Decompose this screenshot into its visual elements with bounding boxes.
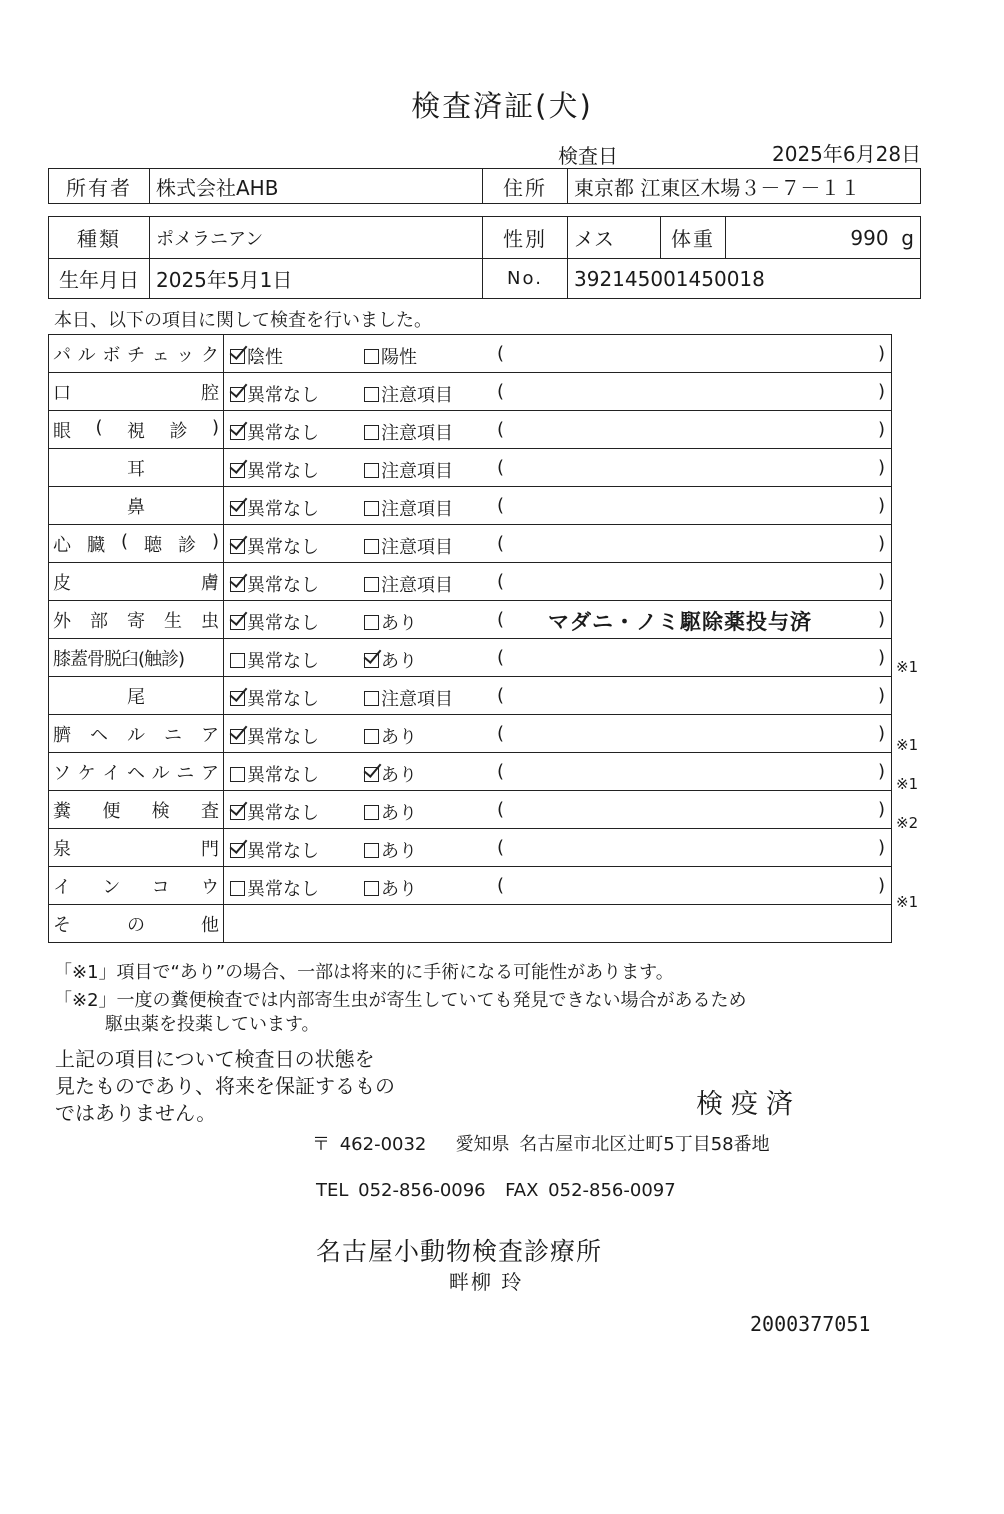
- check-row: [49, 601, 892, 639]
- paren-open: (: [497, 837, 505, 858]
- checkbox-icon[interactable]: [230, 577, 245, 592]
- contact-line: [316, 1180, 676, 1201]
- paren-open: (: [497, 495, 505, 516]
- checkbox-icon[interactable]: [230, 501, 245, 516]
- option-normal[interactable]: [230, 419, 319, 445]
- check-item-name: イ ン コ ウ: [49, 867, 224, 905]
- weight-cell: [726, 217, 921, 259]
- check-item-name: 泉 門: [49, 829, 224, 867]
- address-value: 東京都 江東区木場３－７－１１: [568, 169, 921, 204]
- checkbox-icon[interactable]: [230, 691, 245, 706]
- footnote-2: 「※2」一度の糞便検査では内部寄生虫が寄生していても発見できない場合があるため: [54, 990, 747, 1011]
- option-normal[interactable]: [230, 723, 319, 749]
- check-result: [224, 563, 892, 601]
- option-abnormal[interactable]: [364, 495, 453, 521]
- check-item-name: パ ル ボ チ ェ ッ ク: [49, 335, 224, 373]
- check-row: [49, 753, 892, 791]
- owner-table: [48, 168, 921, 204]
- checkbox-icon[interactable]: [364, 881, 379, 896]
- paren-open: (: [497, 647, 505, 668]
- checkbox-icon[interactable]: [364, 501, 379, 516]
- check-item-name: 皮 膚: [49, 563, 224, 601]
- option-abnormal[interactable]: [364, 571, 453, 597]
- check-item-name: 鼻: [49, 487, 224, 525]
- check-result: [224, 639, 892, 677]
- veterinarian-name: 畔柳 玲: [449, 1270, 524, 1294]
- fax-number: FAX 052-856-0097: [505, 1180, 676, 1201]
- option-abnormal[interactable]: [364, 685, 453, 711]
- check-row: [49, 639, 892, 677]
- option-abnormal[interactable]: [364, 533, 453, 559]
- paren-close: ): [878, 457, 886, 478]
- sex-value: メス: [568, 217, 661, 259]
- option-normal[interactable]: [230, 381, 319, 407]
- check-row: [49, 373, 892, 411]
- paren-open: (: [497, 799, 505, 820]
- option-label: 異常なし: [247, 727, 319, 748]
- option-normal[interactable]: [230, 685, 319, 711]
- breed-value: ポメラニアン: [150, 217, 483, 259]
- birth-value: 2025年5月1日: [150, 259, 483, 299]
- exam-date: 2025年6月28日: [772, 142, 922, 166]
- option-abnormal[interactable]: [364, 381, 453, 407]
- paren-open: (: [497, 533, 505, 554]
- checkbox-icon[interactable]: [364, 729, 379, 744]
- paren-close: ): [878, 723, 886, 744]
- note-reference-mark: ※1: [896, 736, 919, 754]
- other-label: そ の 他: [49, 905, 224, 943]
- check-result: [224, 487, 892, 525]
- paren-close: ): [878, 647, 886, 668]
- checkbox-icon[interactable]: [230, 767, 245, 782]
- option-label: あり: [381, 803, 417, 824]
- checkbox-icon[interactable]: [230, 425, 245, 440]
- checkbox-icon[interactable]: [230, 729, 245, 744]
- option-normal[interactable]: [230, 495, 319, 521]
- paren-close: ): [878, 799, 886, 820]
- option-abnormal[interactable]: [364, 343, 417, 369]
- sex-label: 性別: [483, 217, 568, 259]
- paren-open: (: [497, 761, 505, 782]
- checkbox-icon[interactable]: [364, 577, 379, 592]
- check-result: [224, 715, 892, 753]
- note-reference-mark: ※1: [896, 892, 919, 911]
- check-result: [224, 335, 892, 373]
- option-label: 異常なし: [247, 803, 319, 824]
- tel-number: TEL 052-856-0096: [316, 1180, 486, 1201]
- address-label: 住所: [483, 169, 568, 204]
- option-abnormal[interactable]: [364, 837, 417, 863]
- checkbox-icon[interactable]: [230, 387, 245, 402]
- serial-number: 2000377051: [750, 1312, 871, 1336]
- option-label: 注意項目: [381, 537, 453, 558]
- check-item-name: 膝蓋骨脱臼(触診): [49, 639, 224, 677]
- option-label: あり: [381, 727, 417, 748]
- checkbox-icon[interactable]: [230, 653, 245, 668]
- document-title: 検査済証(犬): [411, 89, 593, 123]
- paren-open: (: [497, 381, 505, 402]
- check-result: [224, 411, 892, 449]
- disclaimer-line: 上記の項目について検査日の状態を: [55, 1047, 375, 1071]
- option-label: あり: [381, 765, 417, 786]
- option-label: 異常なし: [247, 575, 319, 596]
- option-label: 異常なし: [247, 613, 319, 634]
- checkbox-icon[interactable]: [230, 881, 245, 896]
- paren-close: ): [878, 343, 886, 364]
- paren-close: ): [878, 685, 886, 706]
- checkbox-icon[interactable]: [364, 691, 379, 706]
- option-normal[interactable]: [230, 875, 319, 901]
- checkbox-icon[interactable]: [230, 463, 245, 478]
- check-row: [49, 335, 892, 373]
- checkbox-icon[interactable]: [364, 843, 379, 858]
- paren-close: ): [878, 609, 886, 630]
- other-value: [224, 905, 892, 943]
- exam-date-label: 検査日: [558, 144, 618, 168]
- paren-open: (: [497, 723, 505, 744]
- option-label: 注意項目: [381, 689, 453, 710]
- birth-label: 生年月日: [49, 259, 150, 299]
- paren-close: ): [878, 419, 886, 440]
- check-row: [49, 791, 892, 829]
- checkbox-icon[interactable]: [230, 805, 245, 820]
- checkbox-icon[interactable]: [230, 349, 245, 364]
- paren-close: ): [878, 495, 886, 516]
- paren-open: (: [497, 875, 505, 896]
- paren-close: ): [878, 761, 886, 782]
- check-row: [49, 449, 892, 487]
- option-abnormal[interactable]: [364, 609, 417, 635]
- option-abnormal[interactable]: [364, 875, 417, 901]
- number-label: No.: [483, 259, 568, 299]
- inspected-stamp: 検疫済: [696, 1089, 801, 1120]
- check-table: [48, 334, 892, 943]
- checkbox-icon[interactable]: [364, 539, 379, 554]
- check-row: [49, 829, 892, 867]
- paren-open: (: [497, 419, 505, 440]
- checkbox-icon[interactable]: [364, 653, 379, 668]
- option-label: 異常なし: [247, 689, 319, 710]
- check-result: [224, 601, 892, 639]
- option-label: 注意項目: [381, 385, 453, 406]
- option-label: 陽性: [381, 347, 417, 368]
- option-normal[interactable]: [230, 761, 319, 787]
- option-label: 注意項目: [381, 575, 453, 596]
- disclaimer-line: 見たものであり、将来を保証するもの: [55, 1074, 395, 1098]
- check-row: [49, 411, 892, 449]
- checkbox-icon[interactable]: [364, 767, 379, 782]
- paren-open: (: [497, 685, 505, 706]
- option-label: あり: [381, 841, 417, 862]
- paren-open: (: [497, 343, 505, 364]
- owner-label: 所有者: [49, 169, 150, 204]
- option-label: 異常なし: [247, 651, 319, 672]
- option-normal[interactable]: [230, 837, 319, 863]
- check-item-name: 口 腔: [49, 373, 224, 411]
- check-row: [49, 715, 892, 753]
- paren-close: ): [878, 381, 886, 402]
- check-note: マダニ・ノミ駆除薬投与済: [548, 610, 812, 634]
- disclaimer: [55, 1046, 395, 1127]
- paren-close: ): [878, 571, 886, 592]
- option-label: 注意項目: [381, 461, 453, 482]
- intro-text: 本日、以下の項目に関して検査を行いました。: [54, 310, 432, 331]
- option-abnormal[interactable]: [364, 647, 417, 673]
- clinic-address-line: [312, 1130, 770, 1156]
- check-row: [49, 677, 892, 715]
- option-label: 異常なし: [247, 499, 319, 520]
- owner-value: 株式会社AHB: [150, 169, 483, 204]
- check-result: [224, 791, 892, 829]
- option-label: あり: [381, 651, 417, 672]
- option-normal[interactable]: [230, 571, 319, 597]
- weight-label: 体重: [661, 217, 726, 259]
- checkbox-icon[interactable]: [364, 387, 379, 402]
- checkbox-icon[interactable]: [364, 463, 379, 478]
- option-abnormal[interactable]: [364, 419, 453, 445]
- check-item-name: 糞 便 検 査: [49, 791, 224, 829]
- clinic-address: 愛知県 名古屋市北区辻町5丁目58番地: [455, 1134, 770, 1155]
- option-abnormal[interactable]: [364, 799, 417, 825]
- option-normal[interactable]: [230, 457, 319, 483]
- breed-label: 種類: [49, 217, 150, 259]
- option-normal[interactable]: [230, 343, 283, 369]
- option-abnormal[interactable]: [364, 723, 417, 749]
- check-result: [224, 373, 892, 411]
- check-item-name: 臍 ヘ ル ニ ア: [49, 715, 224, 753]
- option-normal[interactable]: [230, 647, 319, 673]
- check-item-name: 耳: [49, 449, 224, 487]
- option-abnormal[interactable]: [364, 457, 453, 483]
- option-label: 陰性: [247, 347, 283, 368]
- check-row: [49, 487, 892, 525]
- option-label: 異常なし: [247, 461, 319, 482]
- check-item-name: 心 臓 ( 聴 診 ): [49, 525, 224, 563]
- note-reference-mark: ※1: [896, 657, 919, 676]
- check-item-name: 尾: [49, 677, 224, 715]
- checkbox-icon[interactable]: [364, 805, 379, 820]
- weight-value: 990: [850, 225, 889, 250]
- paren-open: (: [497, 457, 505, 478]
- postal-code: 〒 462-0032: [312, 1134, 427, 1155]
- check-result: [224, 867, 892, 905]
- number-value: 392145001450018: [568, 259, 921, 299]
- option-label: 異常なし: [247, 879, 319, 900]
- checkbox-icon[interactable]: [230, 615, 245, 630]
- checkbox-icon[interactable]: [364, 425, 379, 440]
- option-normal[interactable]: [230, 609, 319, 635]
- option-label: 異常なし: [247, 385, 319, 406]
- note-reference-mark: ※2: [896, 814, 919, 833]
- option-label: 異常なし: [247, 765, 319, 786]
- check-result: [224, 449, 892, 487]
- paren-open: (: [497, 609, 505, 630]
- check-row: [49, 867, 892, 905]
- check-result: [224, 829, 892, 867]
- option-normal[interactable]: [230, 799, 319, 825]
- check-row-other: [49, 905, 892, 943]
- option-label: 注意項目: [381, 499, 453, 520]
- check-item-name: 外 部 寄 生 虫: [49, 601, 224, 639]
- paren-close: ): [878, 837, 886, 858]
- option-label: 異常なし: [247, 537, 319, 558]
- option-label: あり: [381, 613, 417, 634]
- footnote-1: 「※1」項目で“あり”の場合、一部は将来的に手術になる可能性があります。: [54, 962, 674, 983]
- check-result: [224, 753, 892, 791]
- animal-table: [48, 216, 921, 299]
- clinic-name: 名古屋小動物検査診療所: [316, 1237, 603, 1266]
- option-normal[interactable]: [230, 533, 319, 559]
- option-label: 注意項目: [381, 423, 453, 444]
- footnote-2-cont: 駆虫薬を投薬しています。: [105, 1014, 320, 1035]
- disclaimer-line: ではありません。: [55, 1101, 217, 1125]
- check-item-name: ソ ケ イ ヘ ル ニ ア: [49, 753, 224, 791]
- note-reference-mark: ※1: [896, 775, 919, 794]
- checkbox-icon[interactable]: [364, 615, 379, 630]
- weight-unit: g: [901, 225, 914, 250]
- check-result: [224, 677, 892, 715]
- paren-close: ): [878, 533, 886, 554]
- option-abnormal[interactable]: [364, 761, 417, 787]
- checkbox-icon[interactable]: [230, 843, 245, 858]
- option-label: 異常なし: [247, 423, 319, 444]
- paren-close: ): [878, 875, 886, 896]
- paren-open: (: [497, 571, 505, 592]
- checkbox-icon[interactable]: [364, 349, 379, 364]
- option-label: あり: [381, 879, 417, 900]
- check-row: [49, 525, 892, 563]
- check-row: [49, 563, 892, 601]
- option-label: 異常なし: [247, 841, 319, 862]
- check-result: [224, 525, 892, 563]
- checkbox-icon[interactable]: [230, 539, 245, 554]
- check-item-name: 眼 ( 視 診 ): [49, 411, 224, 449]
